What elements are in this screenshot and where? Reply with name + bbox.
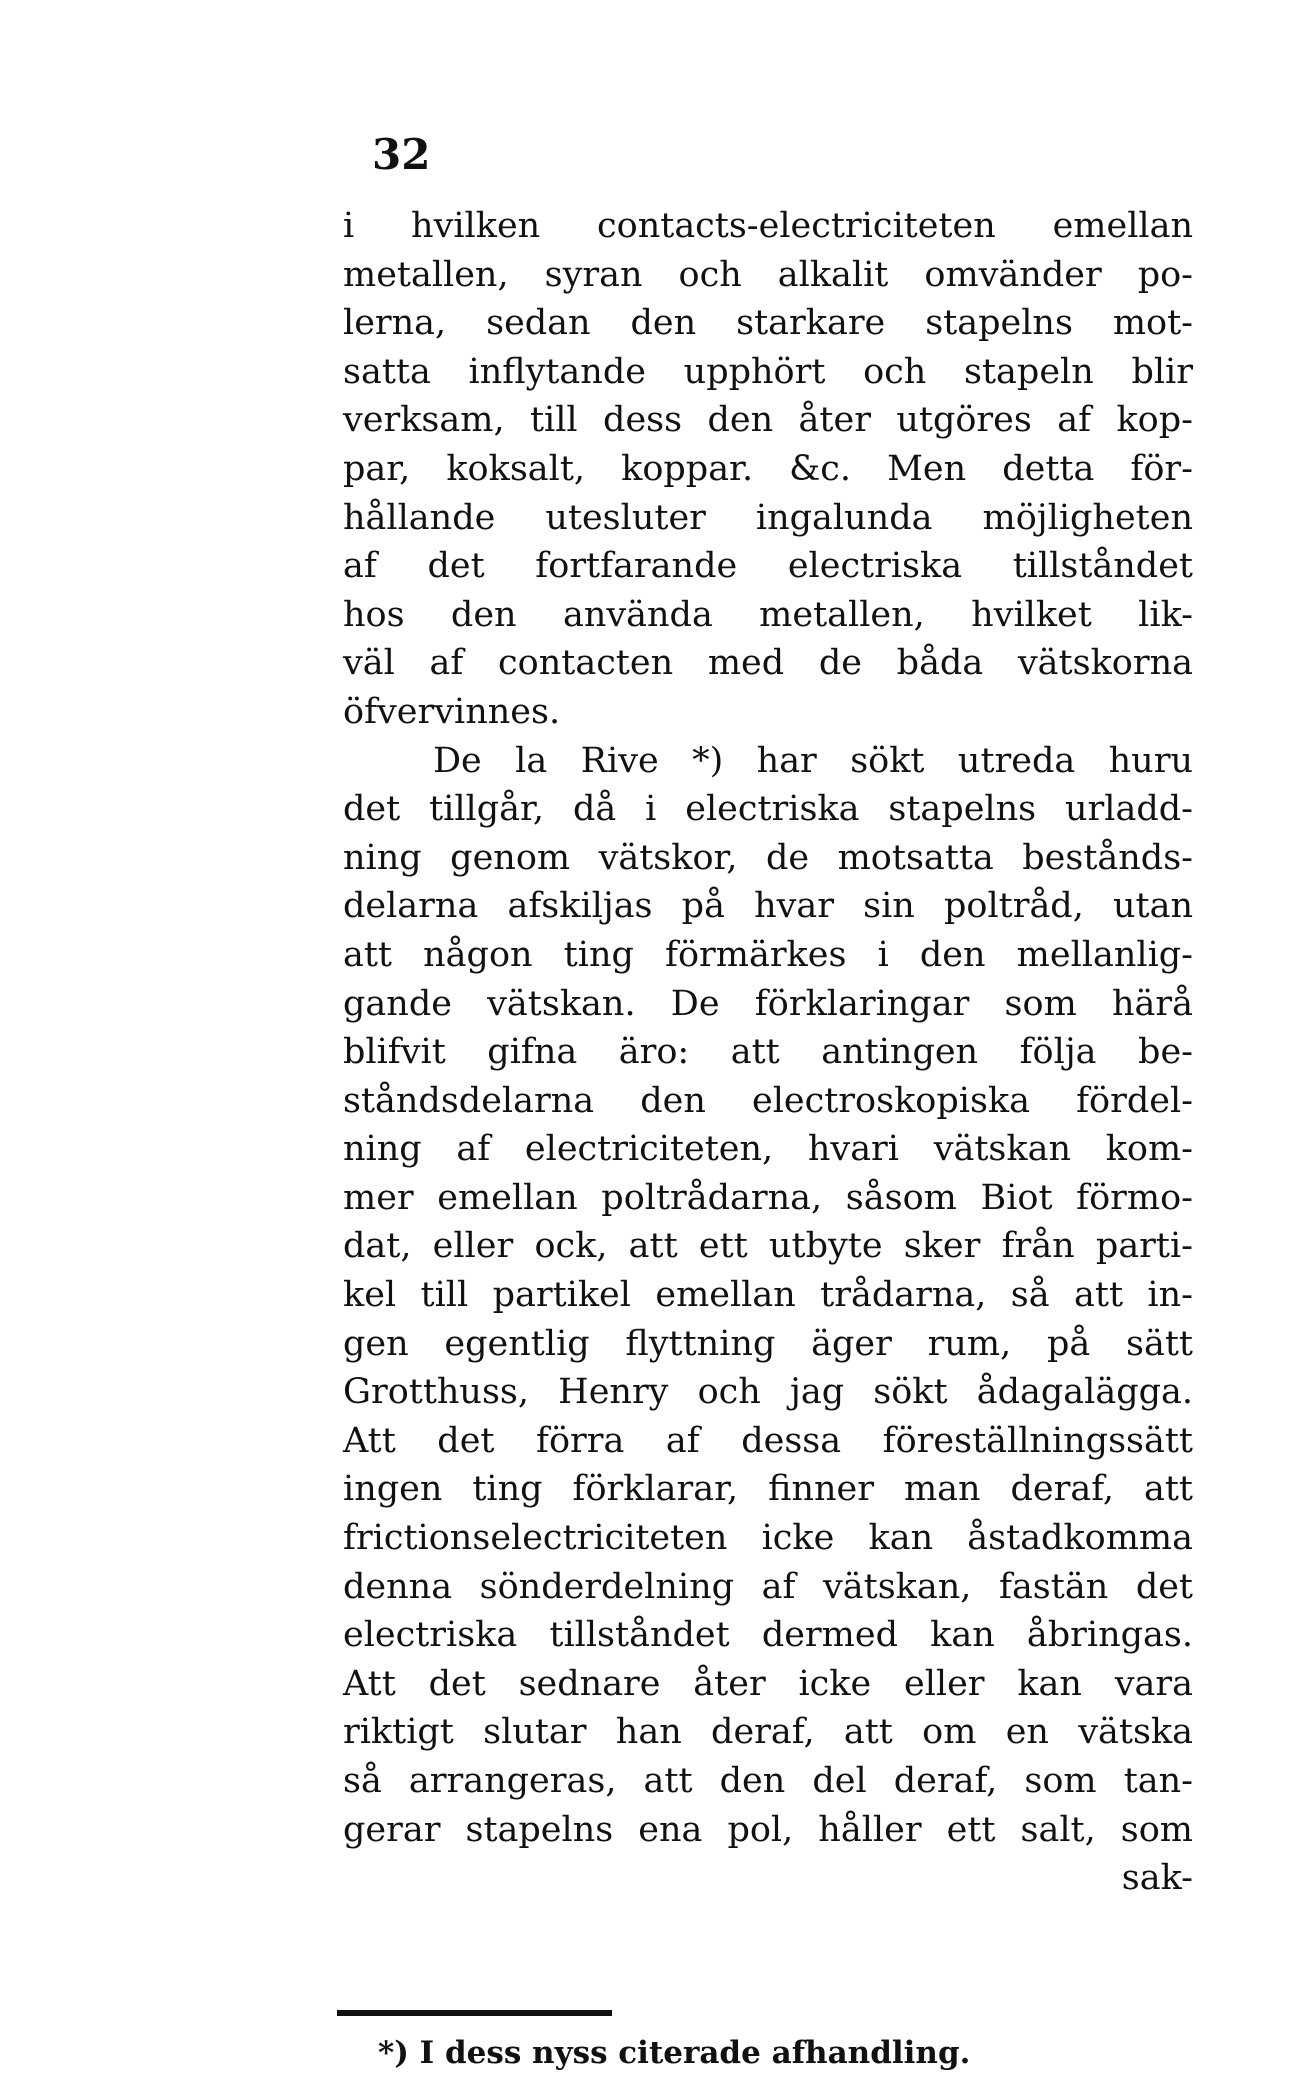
text-line: riktigt slutar han deraf, att om en vätska	[343, 1712, 1193, 1753]
body-text	[343, 202, 1193, 1903]
footnote-rule	[337, 2010, 612, 2016]
text-line: ståndsdelarna den electroskopiska fördel-	[343, 1080, 1193, 1121]
catchword: sak-	[1121, 1858, 1193, 1899]
footnote: *) I dess nyss citerade afhandling.	[378, 2035, 971, 2071]
text-line: det tillgår, då i electriska stapelns urladd-	[343, 789, 1193, 830]
text-line: mer emellan poltrådarna, såsom Biot förmo-	[343, 1177, 1193, 1218]
text-line: metallen, syran och alkalit omvänder po-	[343, 254, 1193, 295]
text-line: att någon ting förmärkes i den mellanlig-	[343, 934, 1193, 975]
text-line: delarna afskiljas på hvar sin poltråd, utan	[343, 886, 1193, 927]
text-line: denna sönderdelning af vätskan, fastän det	[343, 1566, 1193, 1607]
text-line: gerar stapelns ena pol, håller ett salt, som	[343, 1809, 1193, 1850]
text-line: ning af electriciteten, hvari vätskan kom-	[343, 1129, 1193, 1170]
text-line: dat, eller ock, att ett utbyte sker från parti-	[343, 1226, 1193, 1267]
text-line: ning genom vätskor, de motsatta bestånds-	[343, 837, 1193, 878]
text-line: i hvilken contacts-electriciteten emellan	[343, 206, 1193, 246]
text-line: lerna, sedan den starkare stapelns mot-	[343, 303, 1193, 344]
text-line: blifvit gifna äro: att antingen följa be-	[343, 1032, 1193, 1073]
text-line: Att det sednare åter icke eller kan vara	[343, 1663, 1193, 1704]
text-line: hållande utesluter ingalunda möjligheten	[343, 497, 1193, 538]
text-line: hos den använda metallen, hvilket lik-	[343, 594, 1193, 635]
paragraph-end-line: öfvervinnes.	[343, 691, 561, 732]
text-line: ingen ting förklarar, finner man deraf, att	[343, 1469, 1193, 1510]
text-line: af det fortfarande electriska tillståndet	[343, 546, 1193, 587]
text-line: Grotthuss, Henry och jag sökt ådagalägga.	[343, 1372, 1193, 1413]
paragraph-start-line: De la Rive *) har sökt utreda huru	[433, 740, 1193, 781]
text-line: par, koksalt, koppar. &c. Men detta för-	[343, 448, 1193, 489]
text-line: verksam, till dess den åter utgöres af kop-	[343, 400, 1193, 441]
text-line: electriska tillståndet dermed kan åbringas.	[343, 1615, 1193, 1656]
text-line: frictionselectriciteten icke kan åstadkomma	[343, 1518, 1193, 1559]
text-line: kel till partikel emellan trådarna, så att in-	[343, 1275, 1193, 1316]
text-line: Att det förra af dessa föreställningssätt	[343, 1420, 1193, 1461]
text-line: gande vätskan. De förklaringar som härå	[343, 983, 1193, 1024]
page-number: 32	[372, 130, 431, 179]
text-line: väl af contacten med de båda vätskorna	[343, 643, 1193, 684]
text-line: satta inflytande upphört och stapeln blir	[343, 351, 1193, 392]
text-line: så arrangeras, att den del deraf, som tan-	[343, 1761, 1193, 1801]
text-line: gen egentlig flyttning äger rum, på sätt	[343, 1323, 1193, 1364]
